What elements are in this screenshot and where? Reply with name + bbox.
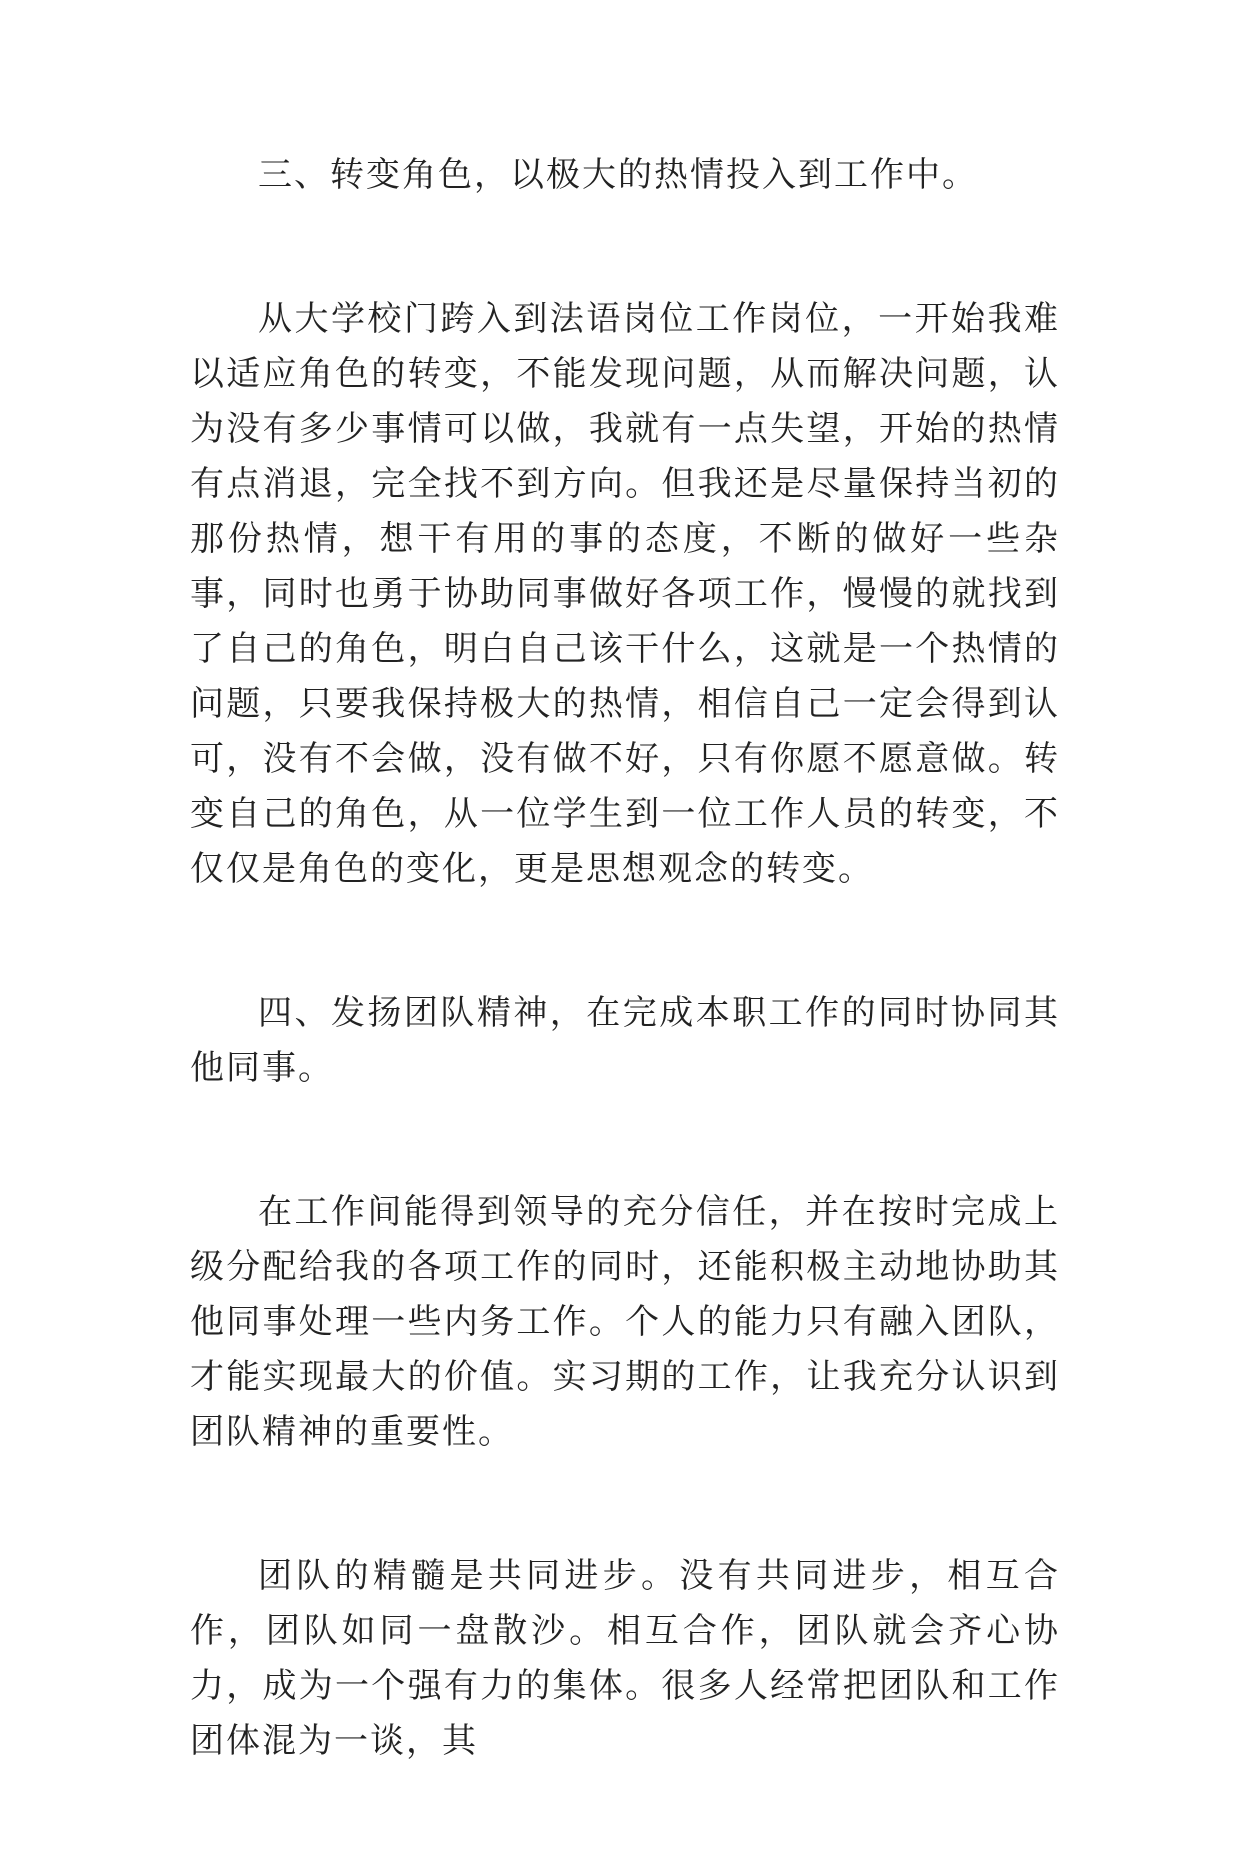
section-heading-four: 四、发扬团队精神，在完成本职工作的同时协同其他同事。 — [190, 993, 1060, 1088]
section-heading-three: 三、转变角色，以极大的热情投入到工作中。 — [258, 155, 978, 195]
document-body — [190, 148, 1060, 1858]
paragraph-team-essence: 团队的精髓是共同进步。没有共同进步，相互合作，团队如同一盘散沙。相互合作，团队就会齐心协力，成为一个强有力的集体。很多人经常把团队和工作团体混为一谈，其 — [190, 1556, 1060, 1761]
paragraph-role-change: 从大学校门跨入到法语岗位工作岗位，一开始我难以适应角色的转变，不能发现问题，从而解决问题，认为没有多少事情可以做，我就有一点失望，开始的热情有点消退，完全找不到方向。但我还是尽量保持当初的那份热情，想干有用的事的态度，不断的做好一些杂事，同时也勇于协助同事做好各项工作，慢慢的就找到了自己的角色，明白自己该干什么，这就是一个热情的问题，只要我保持极大的热情，相信自己一定会得到认可，没有不会做，没有做不好，只有你愿不愿意做。转变自己的角色，从一位学生到一位工作人员的转变，不仅仅是角色的变化，更是思想观念的转变。 — [190, 299, 1060, 889]
paragraph-team-trust: 在工作间能得到领导的充分信任，并在按时完成上级分配给我的各项工作的同时，还能积极主动地协助其他同事处理一些内务工作。个人的能力只有融入团队，才能实现最大的价值。实习期的工作，让我充分认识到团队精神的重要性。 — [190, 1192, 1060, 1452]
